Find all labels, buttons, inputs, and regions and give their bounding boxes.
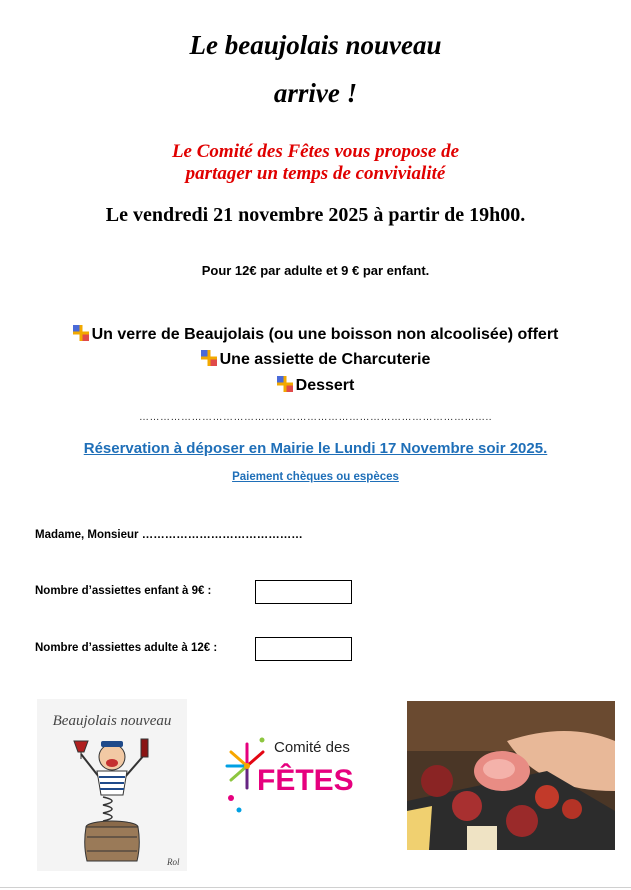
cross-bullet-icon [201, 350, 217, 366]
artist-signature: Rol [167, 857, 180, 867]
adult-plates-label: Nombre d’assiettes adulte à 12€ : [35, 642, 218, 654]
cross-bullet-icon [277, 376, 293, 392]
page-bottom-border [0, 887, 631, 888]
comite-des-fetes-logo [217, 726, 364, 826]
menu-item-dessert [0, 373, 631, 399]
child-plates-field[interactable] [255, 580, 352, 604]
menu-item-charcuterie [0, 347, 631, 373]
name-field-label: Madame, Monsieur …………………………………… [35, 529, 303, 541]
menu-item-label: Un verre de Beaujolais (ou une boisson non alcoolisée) offert [91, 326, 559, 343]
logo-text-line2: FÊTES [257, 764, 354, 797]
beaujolais-cartoon-image [37, 699, 187, 871]
event-date: Le vendredi 21 novembre 2025 à partir de 19h00. [105, 204, 526, 226]
cartoon-illustration [37, 699, 187, 871]
child-plates-label: Nombre d’assiettes enfant à 9€ : [35, 585, 212, 597]
dotted-separator: ……………………………………………………………………………………….. [138, 412, 493, 423]
subtitle-line2: partager un temps de convivialité [185, 163, 446, 184]
charcuterie-illustration [407, 701, 615, 850]
page-title-line1: Le beaujolais nouveau [189, 30, 442, 60]
reservation-notice[interactable]: Réservation à déposer en Mairie le Lundi 17 Novembre soir 2025. [83, 440, 548, 457]
menu-item-label: Une assiette de Charcuterie [219, 351, 431, 368]
menu-item-wine [0, 322, 631, 348]
subtitle-line1: Le Comité des Fêtes vous propose de [171, 141, 460, 162]
cartoon-caption: Beaujolais nouveau [52, 713, 172, 729]
price-info: Pour 12€ par adulte et 9 € par enfant. [201, 263, 430, 278]
menu-item-label: Dessert [295, 377, 355, 394]
firework-logo-icon [217, 726, 364, 826]
cross-bullet-icon [73, 325, 89, 341]
logo-text-line1: Comité des [274, 739, 350, 756]
payment-info[interactable]: Paiement chèques ou espèces [232, 471, 399, 483]
charcuterie-photo [407, 701, 615, 850]
adult-plates-field[interactable] [255, 637, 352, 661]
page-title-line2: arrive ! [273, 78, 358, 108]
